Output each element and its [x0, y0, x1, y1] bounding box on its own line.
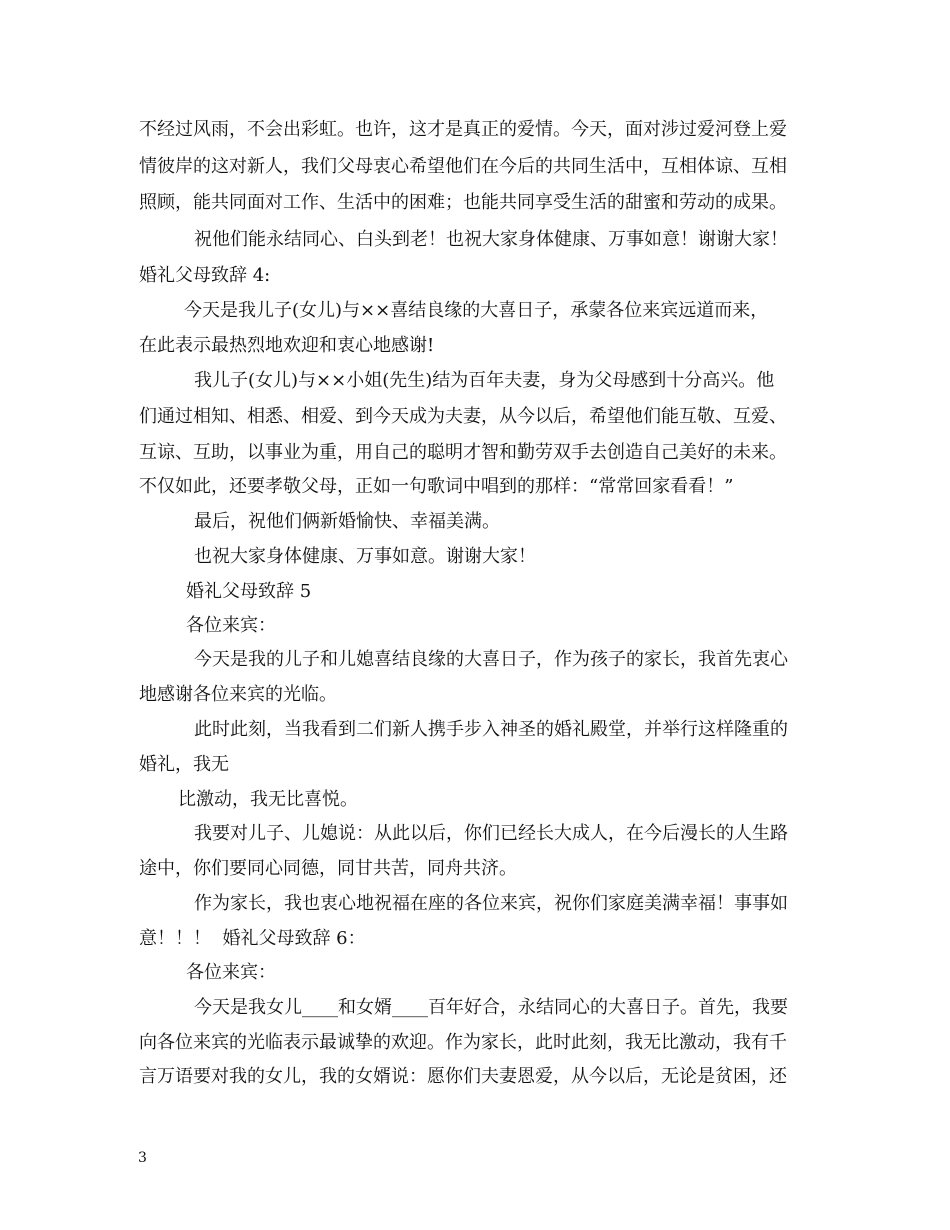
- text-line: 向各位来宾的光临表示最诚挚的欢迎。作为家长，此时此刻，我无比激动，我有千: [139, 1032, 787, 1053]
- text-line: 我要对儿子、儿媳说：从此以后，你们已经长大成人，在今后漫长的人生路: [194, 823, 788, 844]
- section-heading: 婚礼父母致辞 5: [186, 581, 312, 602]
- text-line: 作为家长，我也衷心地祝福在座的各位来宾，祝你们家庭美满幸福！事事如: [194, 893, 788, 914]
- text-line: 今天是我女儿____和女婿____百年好合，永结同心的大喜日子。首先，我要: [194, 997, 788, 1018]
- section-heading: 婚礼父母致辞 4:: [139, 265, 271, 286]
- text-line: 意！！！ 婚礼父母致辞 6：: [139, 928, 366, 949]
- text-line: 婚礼，我无: [139, 754, 229, 775]
- text-line: 今天是我儿子(女儿)与××喜结良缘的大喜日子，承蒙各位来宾远道而来，: [184, 300, 769, 321]
- text-line: 比激动，我无比喜悦。: [178, 789, 358, 810]
- text-line: 也祝大家身体健康、万事如意。谢谢大家！: [194, 546, 536, 567]
- text-line: 各位来宾：: [186, 615, 276, 636]
- text-line: 不经过风雨，不会出彩虹。也许，这才是真正的爱情。今天，面对涉过爱河登上爱: [139, 119, 787, 140]
- text-line: 互谅、互助，以事业为重，用自己的聪明才智和勤劳双手去创造自己美好的未来。: [139, 442, 787, 463]
- text-line: 不仅如此，还要孝敬父母，正如一句歌词中唱到的那样：“常常回家看看！”: [139, 476, 734, 497]
- text-line: 照顾，能共同面对工作、生活中的困难；也能共同享受生活的甜蜜和劳动的成果。: [139, 192, 787, 213]
- text-line: 各位来宾：: [186, 962, 276, 983]
- text-line: 们通过相知、相悉、相爱、到今天成为夫妻，从今以后，希望他们能互敬、互爱、: [139, 406, 787, 427]
- text-line: 祝他们能永结同心、白头到老！也祝大家身体健康、万事如意！谢谢大家！: [194, 229, 788, 250]
- text-line: 最后，祝他们俩新婚愉快、幸福美满。: [194, 511, 500, 532]
- text-line: 在此表示最热烈地欢迎和衷心地感谢!: [139, 335, 435, 356]
- text-line: 情彼岸的这对新人，我们父母衷心希望他们在今后的共同生活中，互相体谅、互相: [139, 156, 787, 177]
- text-line: 今天是我的儿子和儿媳喜结良缘的大喜日子，作为孩子的家长，我首先衷心: [194, 649, 788, 670]
- page-number: 3: [138, 1150, 147, 1166]
- text-line: 我儿子(女儿)与××小姐(先生)结为百年夫妻，身为父母感到十分高兴。他: [194, 370, 775, 391]
- text-line: 地感谢各位来宾的光临。: [139, 684, 337, 705]
- text-line: 言万语要对我的女儿，我的女婿说：愿你们夫妻恩爱，从今以后，无论是贫困，还: [139, 1066, 787, 1087]
- text-line: 此时此刻，当我看到二们新人携手步入神圣的婚礼殿堂，并举行这样隆重的: [194, 719, 788, 740]
- text-line: 途中，你们要同心同德，同甘共苦，同舟共济。: [139, 858, 517, 879]
